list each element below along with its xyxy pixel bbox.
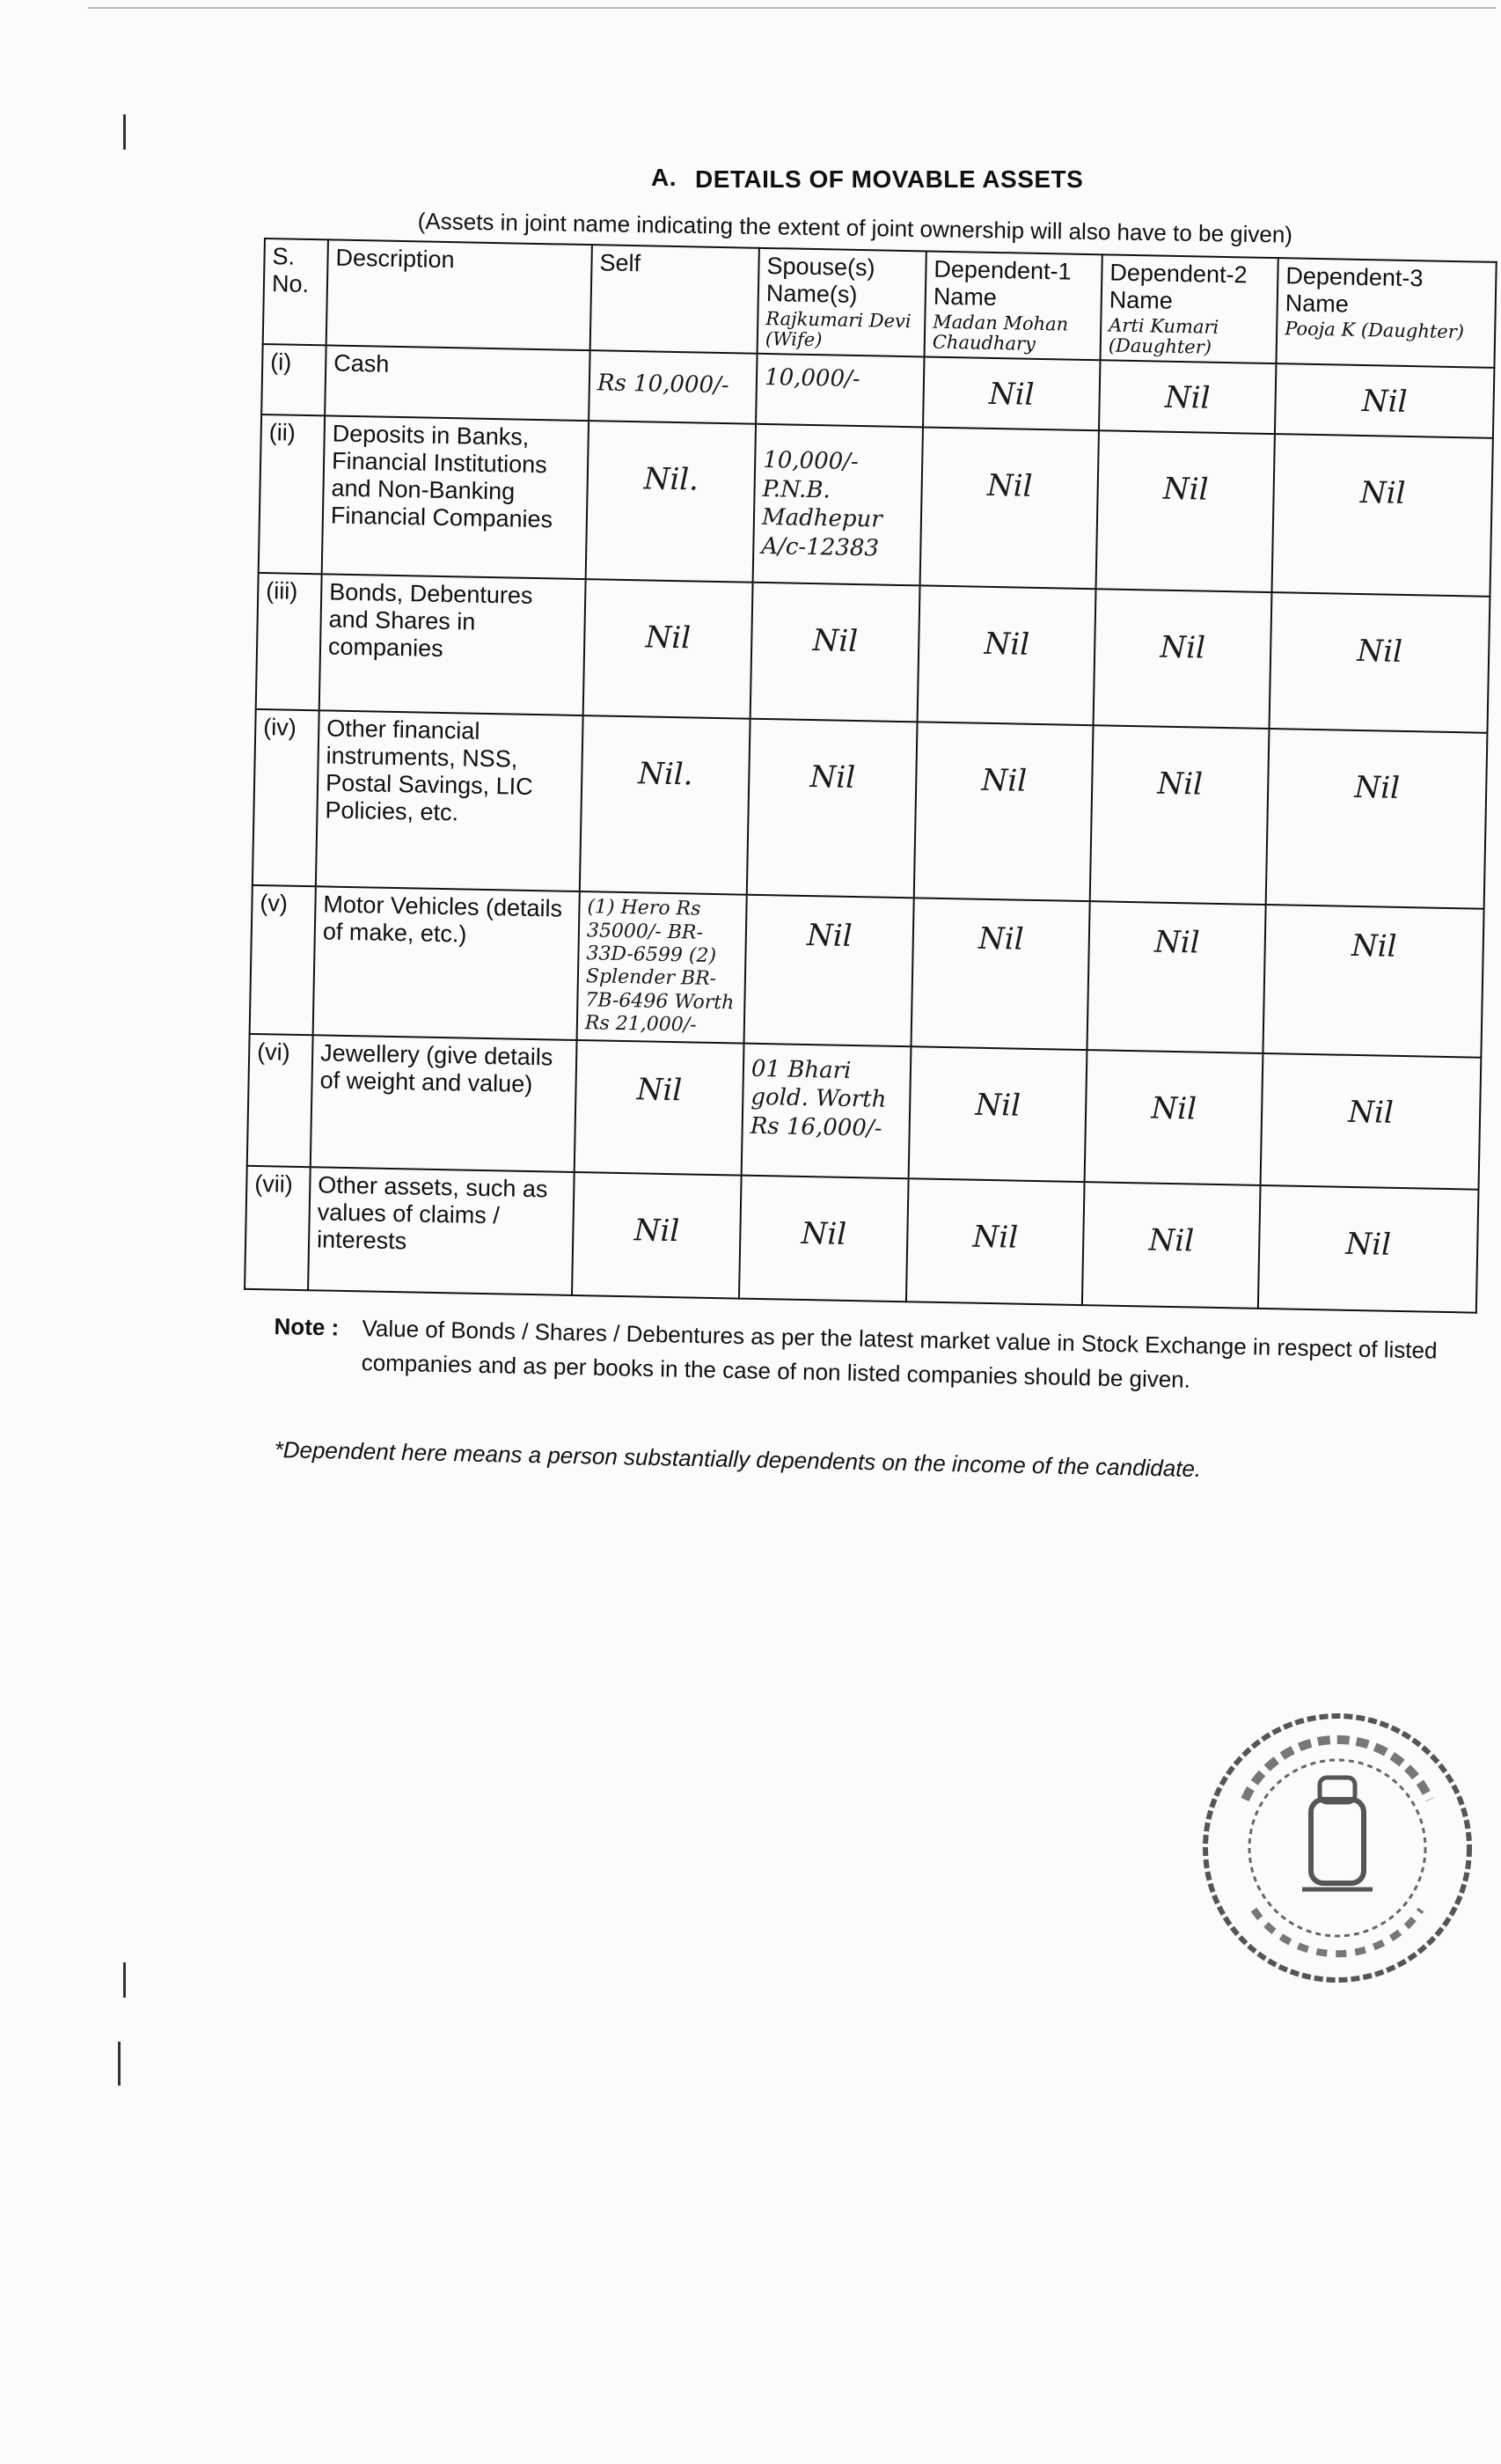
note-block	[273, 1309, 1453, 1403]
cell-dependent-2: Nil	[1096, 430, 1275, 592]
cell-dependent-1: Nil	[914, 722, 1094, 902]
cell-self: Nil	[575, 1040, 744, 1176]
header-description: Description	[326, 239, 592, 350]
cell-dependent-2: Nil	[1085, 1050, 1263, 1185]
cell-dependent-3: Nil	[1269, 592, 1490, 733]
row-description: Bonds, Debentures and Shares in companies	[319, 575, 586, 716]
section-subheading: (Assets in joint name indicating the extent of joint ownership will also have to be given)	[417, 208, 1293, 248]
cell-spouse: Nil	[744, 895, 914, 1046]
dependent-footnote: *Dependent here means a person substantially dependents on the income of the candidate.	[274, 1436, 1202, 1483]
cell-self: Nil.	[580, 715, 750, 895]
spouse-name: Rajkumari Devi (Wife)	[765, 307, 912, 351]
dependent-3-name: Pooja K (Daughter)	[1285, 318, 1465, 343]
cell-dependent-2: Nil	[1090, 725, 1270, 905]
cell-dependent-3: Nil	[1263, 905, 1483, 1057]
section-title: DETAILS OF MOVABLE ASSETS	[695, 165, 1084, 193]
cell-dependent-3: Nil	[1271, 434, 1492, 597]
cell-self: Nil	[583, 579, 753, 719]
header-dependent-2: Dependent-2 Name Arti Kumari (Daughter)	[1100, 254, 1278, 363]
row-description: Other assets, such as values of claims / interests	[308, 1167, 575, 1295]
cell-dependent-2: Nil	[1087, 901, 1265, 1052]
table-row	[253, 709, 1488, 909]
row-description: Deposits in Banks, Financial Institutions and Non-Banking Financial Companies	[322, 416, 589, 580]
cell-dependent-1: Nil	[918, 586, 1096, 726]
row-sno: (ii)	[259, 414, 325, 574]
note-text: Value of Bonds / Shares / Debentures as per the latest market value in Stock Exchange in respect of listed companies and as per books in the case of non listed companies should be given.	[361, 1315, 1438, 1393]
table-row	[247, 1033, 1482, 1189]
cell-dependent-1: Nil	[911, 898, 1089, 1050]
dependent-1-name: Madan Mohan Chaudhary	[932, 311, 1069, 355]
table-row	[256, 573, 1490, 733]
cell-spouse: 01 Bhari gold. Worth Rs 16,000/-	[742, 1043, 912, 1178]
cell-dependent-1: Nil	[920, 428, 1099, 590]
cell-dependent-2: Nil	[1094, 589, 1272, 729]
cell-dependent-3: Nil	[1266, 729, 1488, 909]
row-sno: (vii)	[245, 1165, 311, 1289]
cell-dependent-1: Nil	[906, 1178, 1085, 1305]
header-sno: S. No.	[263, 238, 328, 346]
cell-spouse: Nil	[739, 1175, 909, 1302]
table-row	[259, 414, 1493, 597]
cell-dependent-1: Nil	[923, 357, 1100, 431]
row-sno: (i)	[261, 344, 326, 415]
scan-margin-mark	[118, 2042, 121, 2086]
cell-self: Rs 10,000/-	[589, 350, 758, 424]
assets-table-wrapper	[244, 238, 1496, 1313]
cell-dependent-3: Nil	[1258, 1184, 1479, 1312]
row-sno: (iii)	[256, 573, 322, 710]
table-row	[250, 885, 1484, 1057]
cell-spouse: Nil	[750, 583, 920, 722]
cell-spouse: 10,000/-	[756, 354, 925, 428]
row-description: Cash	[325, 346, 589, 422]
header-dependent-1: Dependent-1 Name Madan Mohan Chaudhary	[925, 251, 1102, 360]
scan-margin-mark	[123, 114, 126, 150]
row-description: Other financial instruments, NSS, Postal Savings, LIC Policies, etc.	[316, 710, 583, 891]
note-label: Note :	[274, 1312, 340, 1341]
header-spouse: Spouse(s) Name(s) Rajkumari Devi (Wife)	[758, 248, 926, 357]
table-row	[245, 1165, 1478, 1312]
cell-spouse: 10,000/- P.N.B. Madhepur A/c-12383	[753, 424, 923, 586]
official-seal-stamp	[1192, 1703, 1483, 1993]
cell-dependent-2: Nil	[1099, 360, 1276, 434]
cell-dependent-3: Nil	[1275, 363, 1494, 438]
movable-assets-table	[244, 238, 1497, 1313]
section-heading	[651, 164, 1084, 194]
row-description: Jewellery (give details of weight and value)	[311, 1035, 577, 1172]
cell-self: Nil.	[586, 421, 756, 583]
cell-self: Nil	[572, 1171, 742, 1298]
row-sno: (iv)	[253, 709, 319, 886]
row-description: Motor Vehicles (details of make, etc.)	[313, 886, 580, 1039]
cell-spouse: Nil	[747, 719, 918, 898]
scan-margin-mark	[123, 1962, 126, 1998]
row-sno: (vi)	[247, 1033, 313, 1166]
cell-dependent-3: Nil	[1261, 1052, 1482, 1189]
cell-self: (1) Hero Rs 35000/- BR-33D-6599 (2) Splender BR-7B-6496 Worth Rs 21,000/-	[577, 891, 747, 1043]
header-self: Self	[590, 245, 759, 354]
section-letter: A.	[651, 164, 677, 191]
cell-dependent-2: Nil	[1082, 1182, 1261, 1309]
cell-dependent-1: Nil	[909, 1046, 1087, 1182]
row-sno: (v)	[250, 885, 316, 1035]
dependent-2-name: Arti Kumari (Daughter)	[1108, 314, 1219, 358]
scan-top-edge	[88, 7, 1496, 9]
header-dependent-3: Dependent-3 Name Pooja K (Daughter)	[1276, 258, 1496, 368]
